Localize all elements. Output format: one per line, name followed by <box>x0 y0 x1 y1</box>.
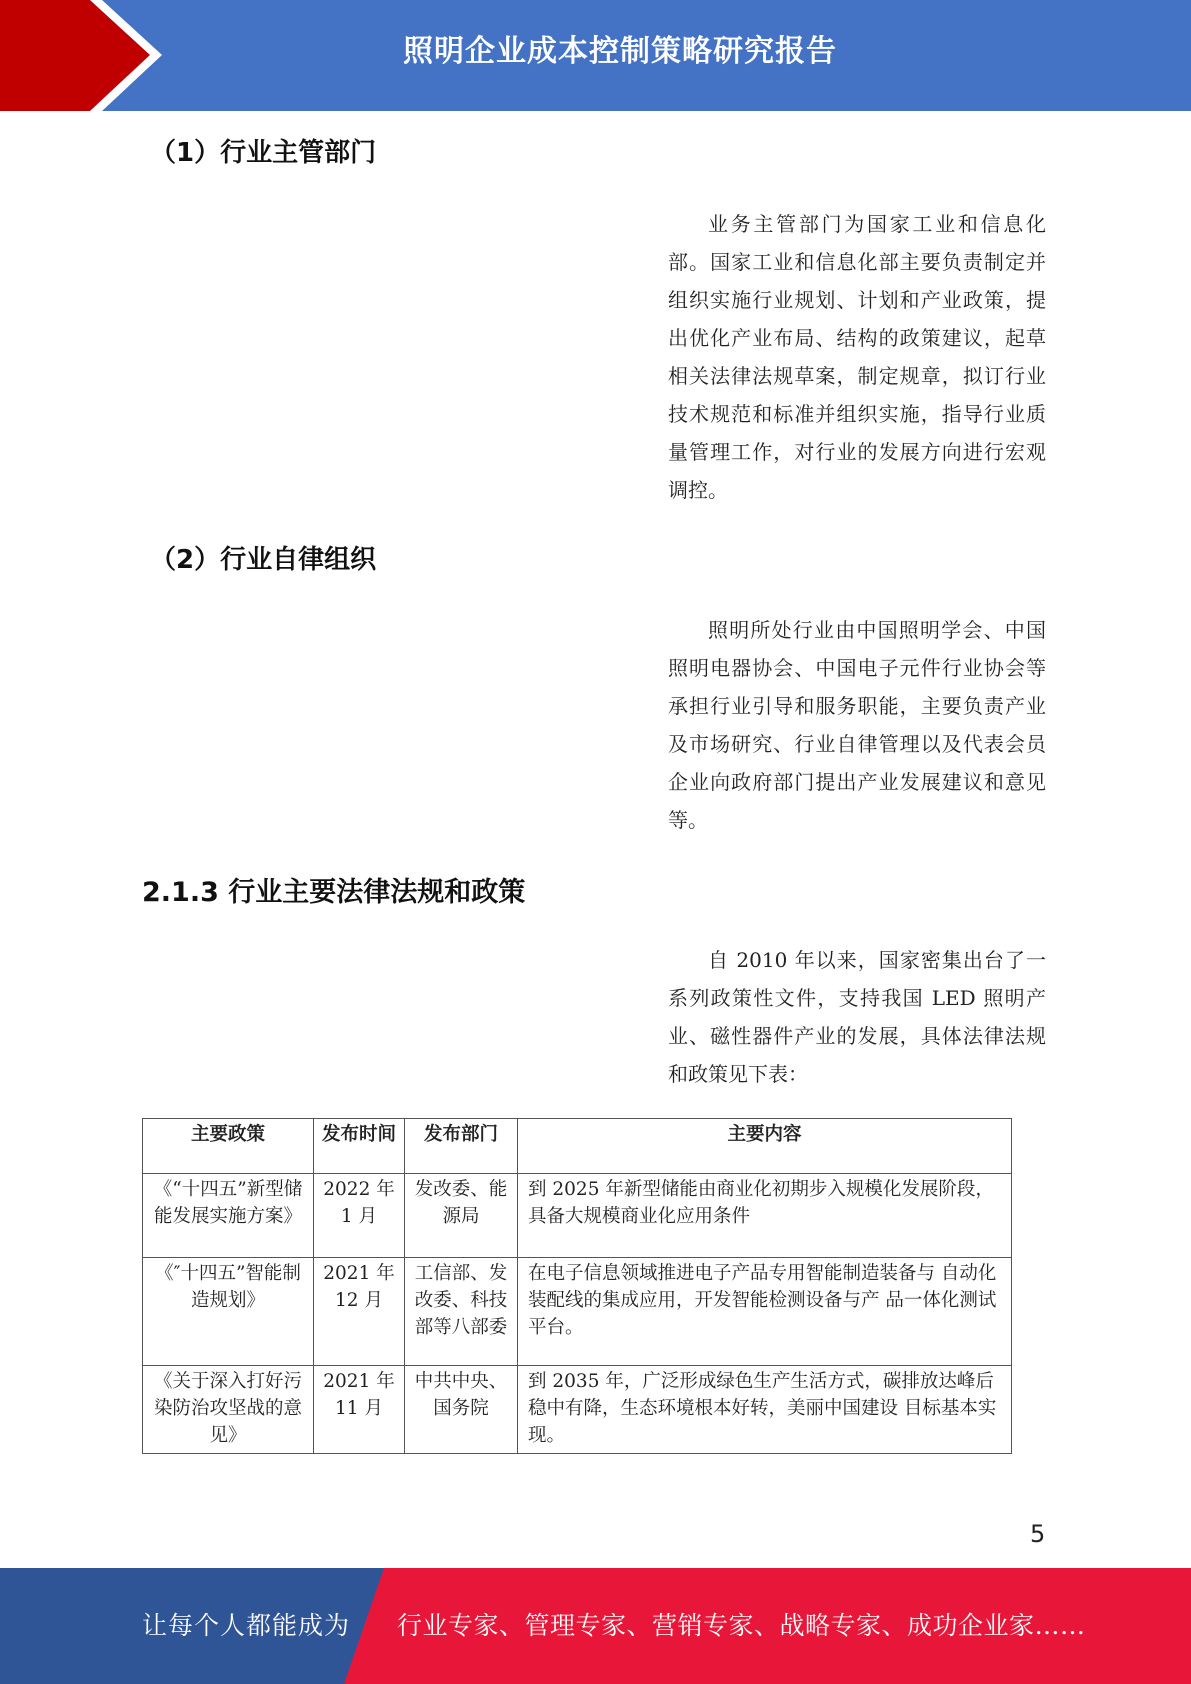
page-number: 5 <box>1030 1520 1046 1548</box>
report-title: 照明企业成本控制策略研究报告 <box>403 34 837 69</box>
cell-department: 工信部、发改委、科技部等八部委 <box>405 1258 518 1366</box>
cell-policy: 《″十四五”智能制造规划》 <box>143 1258 314 1366</box>
column-header-date: 发布时间 <box>314 1119 405 1174</box>
footer-slogan-right: 行业专家、管理专家、营销专家、战略专家、成功企业家…… <box>397 1611 1086 1640</box>
policy-table <box>142 1118 1012 1454</box>
table-row <box>143 1174 1012 1258</box>
column-header-content: 主要内容 <box>518 1119 1012 1174</box>
cell-department: 发改委、能源局 <box>405 1174 518 1258</box>
cell-content: 在电子信息领域推进电子产品专用智能制造装备与 自动化装配线的集成应用，开发智能检测设备与产 品一体化测试平台。 <box>518 1258 1012 1366</box>
column-header-department: 发布部门 <box>405 1119 518 1174</box>
table-row <box>143 1366 1012 1454</box>
section-heading-laws-policies: 2.1.3 行业主要法律法规和政策 <box>142 877 526 908</box>
paragraph-laws-policies: 自 2010 年以来，国家密集出台了一系列政策性文件，支持我国 LED 照明产业、磁性器件产业的发展，具体法律法规和政策见下表： <box>668 948 1046 1086</box>
cell-date: 2022 年 1 月 <box>314 1174 405 1258</box>
cell-policy: 《关于深入打好污染防治攻坚战的意见》 <box>143 1366 314 1454</box>
cell-date: 2021 年 12 月 <box>314 1258 405 1366</box>
cell-department: 中共中央、国务院 <box>405 1366 518 1454</box>
footer-banner <box>0 1568 1191 1684</box>
cell-content: 到 2025 年新型储能由商业化初期步入规模化发展阶段，具备大规模商业化应用条件 <box>518 1174 1012 1258</box>
header-banner <box>0 0 1191 111</box>
subsection-heading-authority: （1）行业主管部门 <box>150 138 377 168</box>
paragraph-self-regulation: 照明所处行业由中国照明学会、中国照明电器协会、中国电子元件行业协会等承担行业引导和服务职能，主要负责产业及市场研究、行业自律管理以及代表会员企业向政府部门提出产业发展建议和意见等。 <box>668 618 1046 832</box>
paragraph-authority: 业务主管部门为国家工业和信息化部。国家工业和信息化部主要负责制定并组织实施行业规划、计划和产业政策，提出优化产业布局、结构的政策建议，起草相关法律法规草案，制定规章，拟订行业技术规范和标准并组织实施，指导行业质量管理工作，对行业的发展方向进行宏观调控。 <box>668 212 1046 502</box>
column-header-policy: 主要政策 <box>143 1119 314 1174</box>
footer-slogan-left: 让每个人都能成为 <box>142 1611 351 1640</box>
table-row <box>143 1258 1012 1366</box>
table-header-row <box>143 1119 1012 1174</box>
cell-date: 2021 年 11 月 <box>314 1366 405 1454</box>
cell-policy: 《“十四五”新型储能发展实施方案》 <box>143 1174 314 1258</box>
cell-content: 到 2035 年，广泛形成绿色生产生活方式，碳排放达峰后稳中有降，生态环境根本好转，美丽中国建设 目标基本实现。 <box>518 1366 1012 1454</box>
subsection-heading-self-regulation: （2）行业自律组织 <box>150 545 377 575</box>
